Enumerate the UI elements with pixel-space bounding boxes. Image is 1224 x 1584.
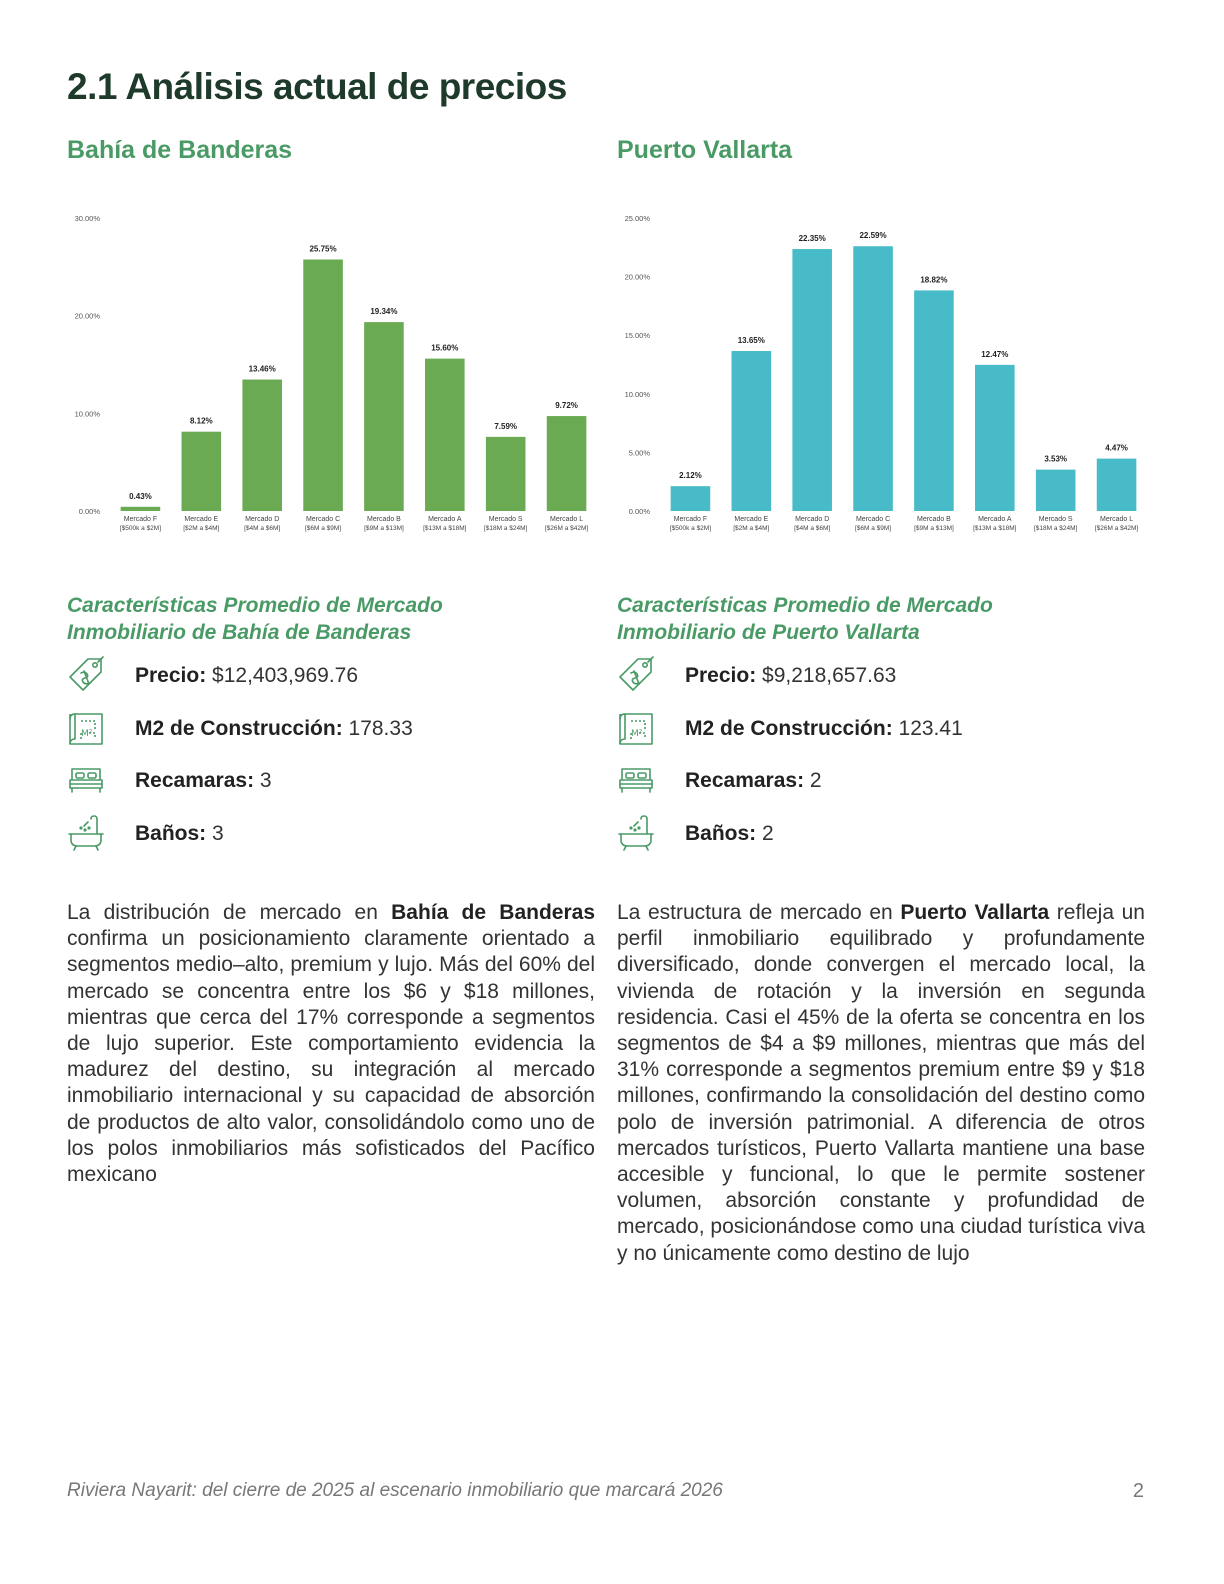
bar-value-label: 9.72% <box>555 401 578 411</box>
feature-value: $12,403,969.76 <box>206 664 359 687</box>
bed-icon <box>617 761 655 799</box>
x-tick-range-label: [$13M a $18M] <box>423 525 467 532</box>
feature-label: Baños: <box>135 821 207 845</box>
feature-value: 3 <box>254 769 272 792</box>
feature-label: Precio: <box>685 664 757 687</box>
x-tick-range-label: [$9M a $13M] <box>364 525 404 532</box>
x-tick-label: Mercado A <box>428 516 462 523</box>
feature-value: 2 <box>804 769 822 792</box>
features-list <box>617 660 1145 870</box>
svg-text:M²: M² <box>631 728 643 739</box>
x-tick-range-label: [$500k a $2M] <box>119 525 162 532</box>
price-tag-icon <box>67 656 105 694</box>
bar <box>182 432 222 511</box>
svg-text:M²: M² <box>81 728 93 739</box>
x-tick-label: Mercado E <box>184 516 219 523</box>
feature-text <box>685 664 896 688</box>
x-tick-label: Mercado F <box>673 516 708 523</box>
x-tick-range-label: [$9M a $13M] <box>914 525 954 532</box>
features-title-line-1: Características Promedio de Mercado <box>617 594 993 617</box>
x-tick-label: Mercado C <box>305 516 341 523</box>
feature-bedrooms <box>67 765 595 818</box>
features-title-line-2: Inmobiliario de Bahía de Banderas <box>67 621 412 644</box>
bar <box>242 380 282 511</box>
bar-value-label: 4.47% <box>1105 443 1128 453</box>
bar <box>975 365 1015 511</box>
bar-value-label: 13.46% <box>248 364 276 374</box>
bar <box>486 437 526 511</box>
paragraph-city: Bahía de Banderas <box>391 901 595 924</box>
bar-value-label: 22.35% <box>798 234 826 244</box>
y-tick-label: 0.00% <box>78 507 100 516</box>
bar <box>1036 470 1076 511</box>
bar-value-label: 25.75% <box>309 244 337 254</box>
feature-value: $9,218,657.63 <box>756 664 897 687</box>
market-analysis-paragraph <box>67 900 595 1188</box>
chart-svg <box>617 205 1147 540</box>
feature-bedrooms <box>617 765 1145 818</box>
y-tick-label: 10.00% <box>624 389 650 399</box>
x-tick-label: Mercado B <box>917 516 951 523</box>
features-list <box>67 660 595 870</box>
x-tick-range-label: [$18M a $24M] <box>1034 525 1078 532</box>
feature-text <box>135 769 272 793</box>
feature-price <box>617 660 1145 713</box>
page-number: 2 <box>1132 1480 1144 1502</box>
feature-text <box>135 822 224 846</box>
bar <box>853 246 893 511</box>
price-tag-icon <box>617 656 655 694</box>
feature-text <box>135 664 358 688</box>
paragraph-body: confirma un posicionamiento claramente orientado a segmentos medio–alto, premium y lujo. Más del 60% del mercado se concentra entre los $6 y $18 millones, mientras que cerca del 17% corresponde a segmentos de lujo superior. Este comportamiento evidencia la madurez del destino, su integración al mercado inmobiliario internacional y su capacidad de absorción de productos de alto valor, consolidándolo como uno de los polos inmobiliarios más sofisticados del Pacífico mexicano <box>67 927 595 1187</box>
paragraph-body: refleja un perfil inmobiliario equilibrado y profundamente diversificado, donde convergen el mercado local, la vivienda de rotación y la inversión en segunda residencia. Casi el 45% de la oferta se concentra en los segmentos de $4 a $9 millones, mientras que más del 31% corresponde a segmentos premium entre $9 y $18 millones, confirmando la consolidación del destino como polo de inversión patrimonial. A diferencia de otros mercados turísticos, Puerto Vallarta mantiene una base accesible y funcional, lo que le permite sostener volumen, absorción constante y profundidad de mercado, posicionándose como una ciudad turística viva y no únicamente como destino de lujo <box>617 901 1145 1265</box>
paragraph-intro: La distribución de mercado en <box>67 901 392 924</box>
x-tick-range-label: [$26M a $42M] <box>1094 525 1139 532</box>
chart-svg <box>67 205 597 540</box>
bar-value-label: 8.12% <box>189 416 213 426</box>
feature-value: 2 <box>756 821 774 845</box>
feature-label: Precio: <box>135 664 207 687</box>
feature-label: Baños: <box>685 821 757 845</box>
feature-label: Recamaras: <box>135 769 255 792</box>
feature-label: M2 de Construcción: <box>135 716 343 740</box>
feature-value: 123.41 <box>892 716 963 740</box>
bar <box>792 249 832 511</box>
floor-plan-icon <box>617 709 655 747</box>
feature-label: M2 de Construcción: <box>685 716 893 740</box>
bar <box>547 416 587 511</box>
bar-value-label: 18.82% <box>920 275 948 285</box>
feature-label: Recamaras: <box>685 769 805 792</box>
y-tick-label: 25.00% <box>624 214 650 223</box>
x-tick-label: Mercado A <box>978 516 1012 523</box>
x-tick-range-label: [$26M a $42M] <box>544 525 589 532</box>
bar <box>303 260 343 511</box>
x-tick-label: Mercado L <box>1100 516 1134 523</box>
y-tick-label: 15.00% <box>624 331 650 341</box>
x-tick-label: Mercado B <box>367 516 401 523</box>
bar-value-label: 22.59% <box>859 231 887 241</box>
floor-plan-icon <box>67 709 105 747</box>
x-tick-label: Mercado S <box>488 516 523 523</box>
x-tick-label: Mercado D <box>795 516 830 523</box>
feature-construction-m2 <box>67 713 595 766</box>
feature-bathrooms <box>617 818 1145 871</box>
feature-value: 178.33 <box>342 716 413 740</box>
y-tick-label: 20.00% <box>624 272 650 282</box>
feature-text <box>135 717 413 741</box>
bar-value-label: 13.65% <box>737 336 765 346</box>
x-tick-label: Mercado S <box>1038 516 1073 523</box>
x-tick-label: Mercado L <box>550 516 584 523</box>
bar <box>121 507 161 511</box>
bar-value-label: 2.12% <box>679 471 702 481</box>
bar-value-label: 7.59% <box>494 421 518 431</box>
feature-text <box>685 769 822 793</box>
x-tick-label: Mercado E <box>734 516 769 523</box>
bar-value-label: 15.60% <box>431 343 459 353</box>
feature-text <box>685 822 774 846</box>
bed-icon <box>67 761 105 799</box>
features-title-line-1: Características Promedio de Mercado <box>67 594 443 617</box>
x-tick-label: Mercado C <box>855 516 891 523</box>
x-tick-range-label: [$6M a $9M] <box>854 525 892 532</box>
bar <box>1097 459 1137 511</box>
x-tick-range-label: [$6M a $9M] <box>304 525 342 532</box>
y-tick-label: 0.00% <box>628 507 650 516</box>
bar <box>425 359 465 511</box>
feature-construction-m2 <box>617 713 1145 766</box>
city-title: Bahía de Banderas <box>67 136 293 164</box>
paragraph-city: Puerto Vallarta <box>900 901 1050 924</box>
bathtub-icon <box>67 814 105 852</box>
x-tick-range-label: [$2M a $4M] <box>733 525 770 532</box>
y-tick-label: 5.00% <box>628 448 650 458</box>
bar <box>914 290 954 511</box>
feature-text <box>685 717 963 741</box>
x-tick-range-label: [$18M a $24M] <box>484 525 528 532</box>
page-title: 2.1 Análisis actual de precios <box>67 66 567 107</box>
bar-value-label: 0.43% <box>129 491 152 501</box>
city-title: Puerto Vallarta <box>617 136 793 164</box>
bathtub-icon <box>617 814 655 852</box>
x-tick-range-label: [$2M a $4M] <box>183 525 220 532</box>
x-tick-range-label: [$500k a $2M] <box>669 525 712 532</box>
y-tick-label: 20.00% <box>74 311 100 321</box>
x-tick-range-label: [$4M a $6M] <box>794 525 831 532</box>
features-title-line-2: Inmobiliario de Puerto Vallarta <box>617 621 920 644</box>
feature-bathrooms <box>67 818 595 871</box>
y-tick-label: 30.00% <box>74 214 100 223</box>
x-tick-range-label: [$13M a $18M] <box>973 525 1017 532</box>
x-tick-label: Mercado F <box>123 516 158 523</box>
price-distribution-chart <box>67 205 597 540</box>
bar-value-label: 3.53% <box>1044 454 1068 464</box>
market-analysis-paragraph <box>617 900 1145 1267</box>
feature-value: 3 <box>206 821 224 845</box>
y-tick-label: 10.00% <box>74 409 100 419</box>
bar-value-label: 19.34% <box>370 307 398 317</box>
footer-text: Riviera Nayarit: del cierre de 2025 al escenario inmobiliario que marcará 2026 <box>67 1480 723 1501</box>
bar-value-label: 12.47% <box>981 349 1009 359</box>
price-distribution-chart <box>617 205 1147 540</box>
bar <box>732 351 772 511</box>
paragraph-intro: La estructura de mercado en <box>617 901 901 924</box>
x-tick-range-label: [$4M a $6M] <box>244 525 281 532</box>
bar <box>364 322 404 511</box>
feature-price <box>67 660 595 713</box>
features-title <box>617 592 1145 646</box>
x-tick-label: Mercado D <box>245 516 280 523</box>
bar <box>671 486 711 511</box>
features-title <box>67 592 595 646</box>
